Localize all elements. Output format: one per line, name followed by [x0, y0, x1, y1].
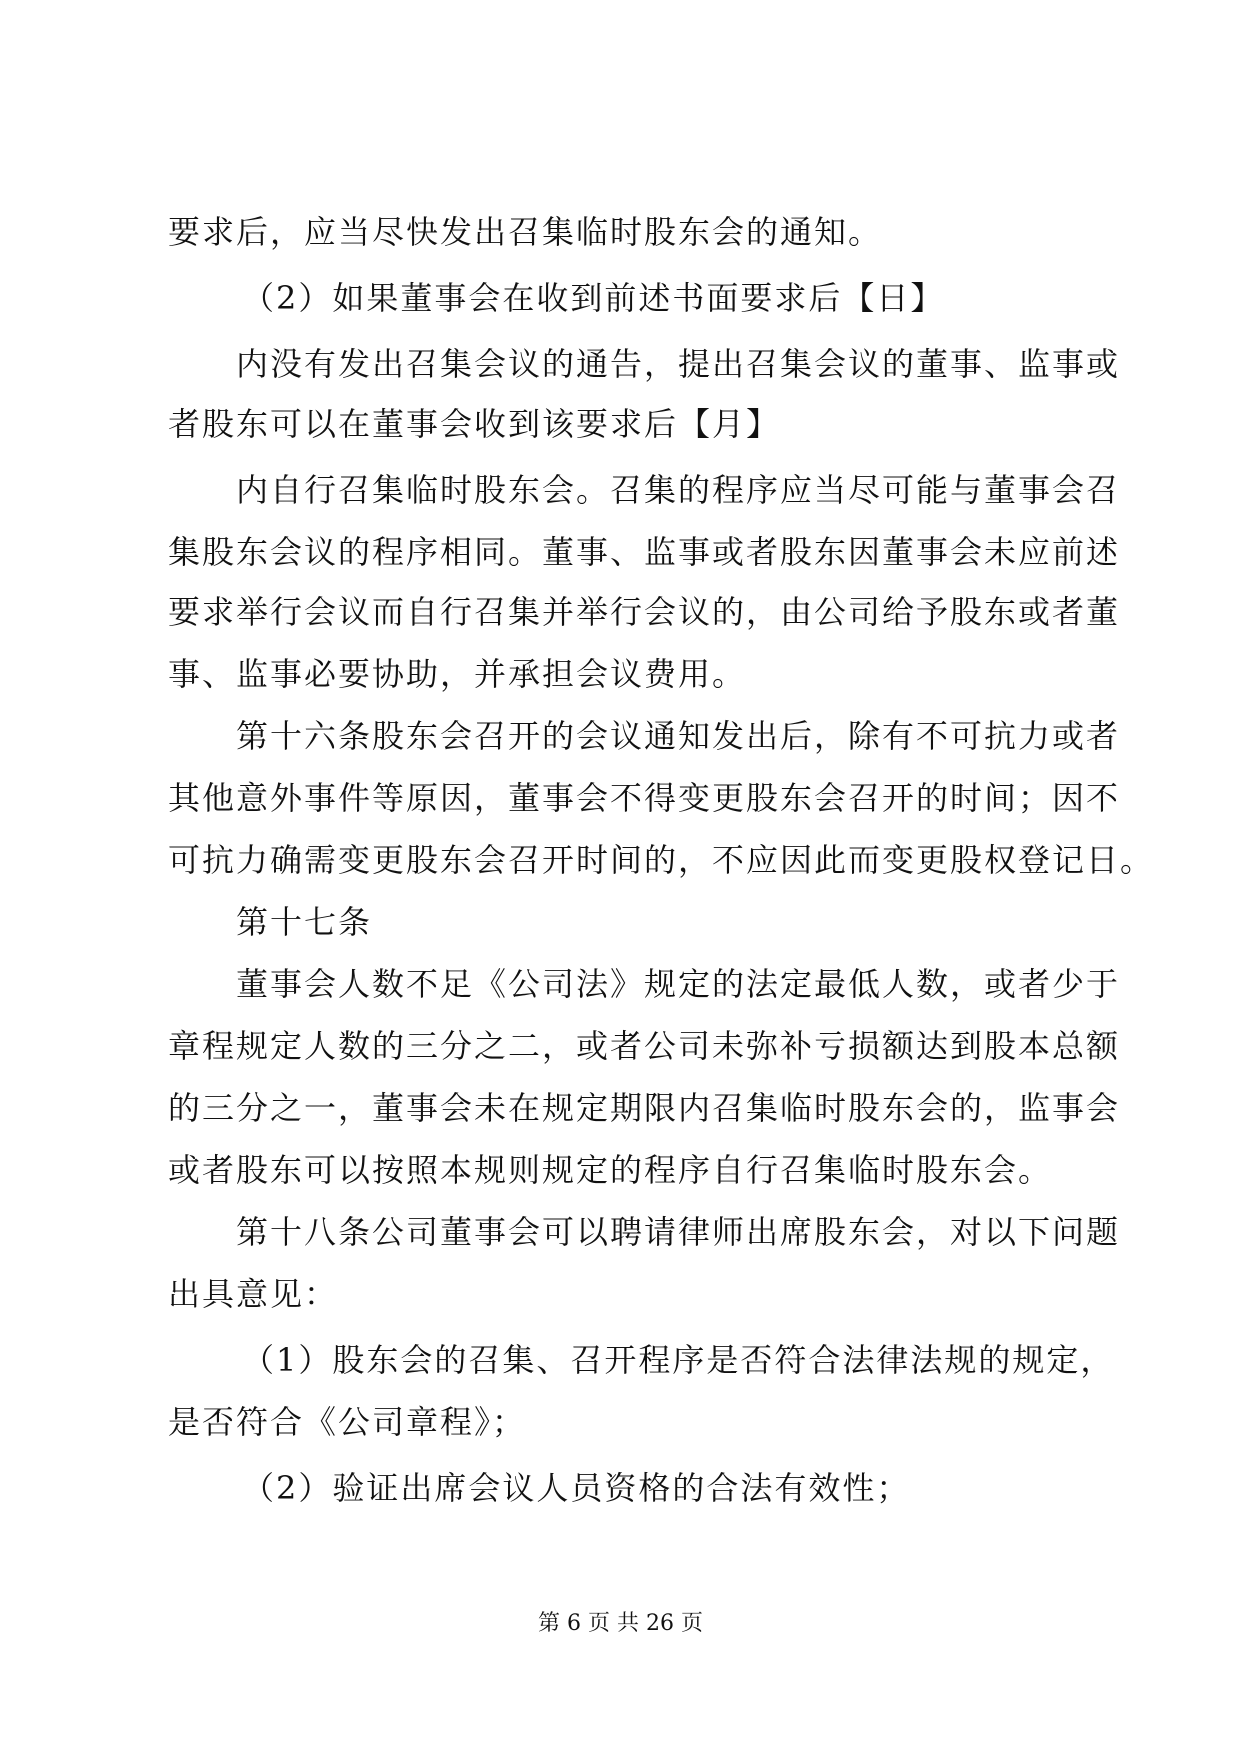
- text-line: 第十六条股东会召开的会议通知发出后，除有不可抗力或者: [236, 717, 1121, 755]
- text-line: 的三分之一，董事会未在规定期限内召集临时股东会的，监事会: [168, 1089, 1121, 1127]
- text-line: 董事会人数不足《公司法》规定的法定最低人数，或者少于: [236, 965, 1121, 1003]
- text-line: 事、监事必要协助，并承担会议费用。: [168, 655, 747, 693]
- text-line: 章程规定人数的三分之二，或者公司未弥补亏损额达到股本总额: [168, 1027, 1121, 1065]
- text-line: 出具意见：: [168, 1275, 339, 1313]
- text-line: 其他意外事件等原因，董事会不得变更股东会召开的时间；因不: [168, 779, 1121, 817]
- text-line: 第十八条公司董事会可以聘请律师出席股东会，对以下问题: [236, 1213, 1121, 1251]
- text-line: （1）股东会的召集、召开程序是否符合法律法规的规定，: [242, 1341, 1115, 1379]
- text-line: 内没有发出召集会议的通告，提出召集会议的董事、监事或: [236, 345, 1121, 383]
- text-line: 者股东可以在董事会收到该要求后【月】: [168, 405, 781, 443]
- text-line: 要求举行会议而自行召集并举行会议的，由公司给予股东或者董: [168, 593, 1121, 631]
- text-line: 可抗力确需变更股东会召开时间的，不应因此而变更股权登记日。: [168, 841, 1155, 879]
- text-line: 是否符合《公司章程》；: [168, 1403, 527, 1441]
- text-line: 集股东会议的程序相同。董事、监事或者股东因董事会未应前述: [168, 533, 1121, 571]
- page-number-footer: 第 6 页 共 26 页: [538, 1611, 703, 1636]
- text-line: 或者股东可以按照本规则规定的程序自行召集临时股东会。: [168, 1151, 1053, 1189]
- text-line: （2）验证出席会议人员资格的合法有效性；: [242, 1469, 911, 1507]
- text-line: （2）如果董事会在收到前述书面要求后【日】: [242, 279, 945, 317]
- text-line: 要求后，应当尽快发出召集临时股东会的通知。: [168, 213, 883, 251]
- text-line: 内自行召集临时股东会。召集的程序应当尽可能与董事会召: [236, 471, 1121, 509]
- text-line: 第十七条: [236, 903, 373, 941]
